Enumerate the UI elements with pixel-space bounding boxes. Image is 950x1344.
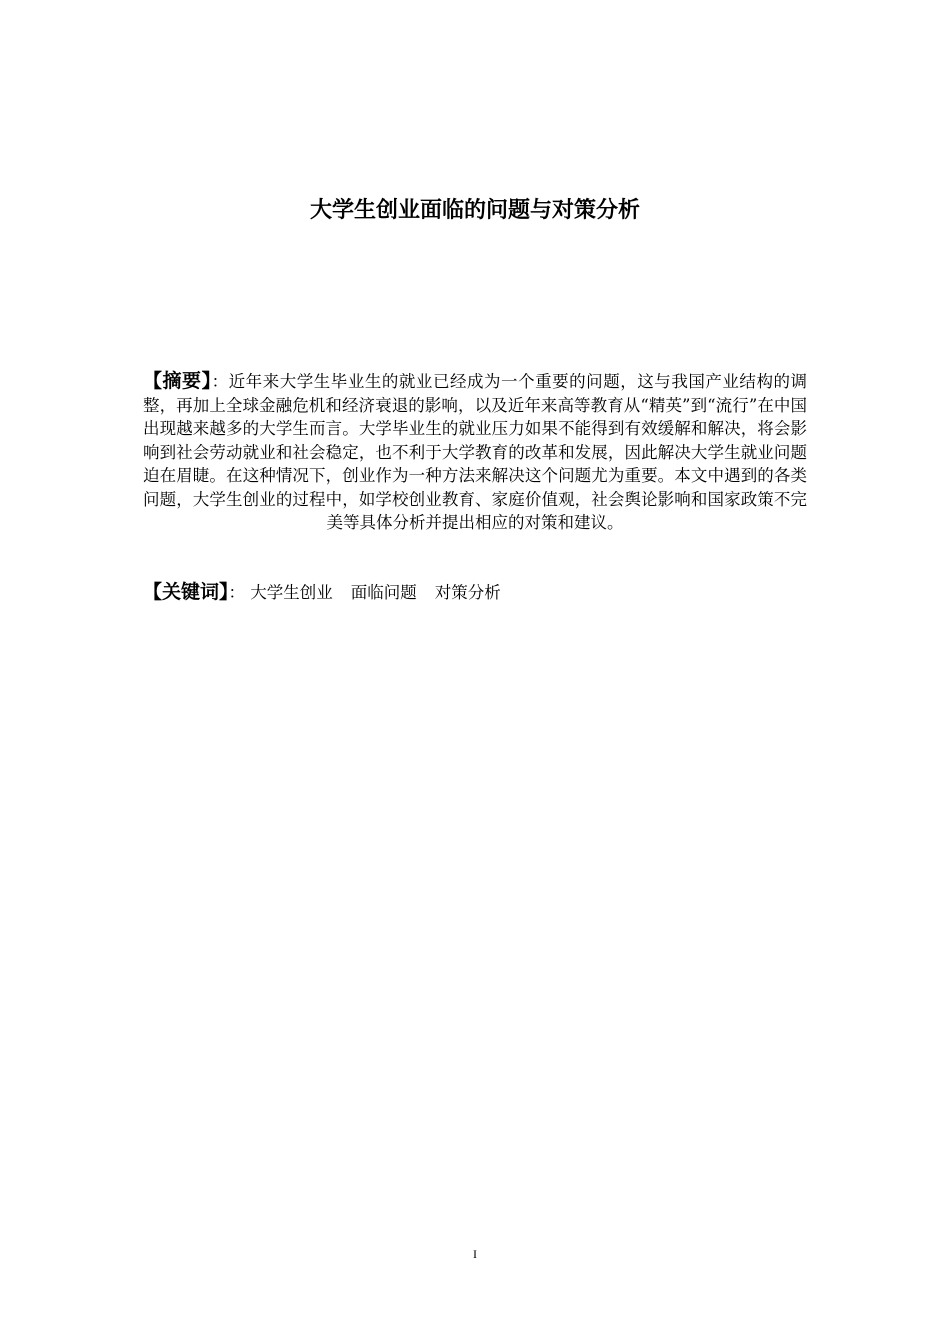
keywords-label: 【关键词】 — [143, 581, 229, 603]
keyword-item: 面临问题 — [350, 583, 417, 602]
keyword-item: 对策分析 — [434, 583, 501, 602]
document-title: 大学生创业面临的问题与对策分析 — [309, 198, 640, 223]
abstract-label: 【摘要】 — [143, 370, 212, 392]
keyword-item: 大学生创业 — [250, 583, 333, 602]
keywords-separator: ： — [228, 583, 246, 602]
abstract-paragraph — [143, 370, 807, 535]
abstract-separator: ： — [211, 372, 229, 391]
page-number: I — [473, 1247, 477, 1261]
abstract-text: 近年来大学生毕业生的就业已经成为一个重要的问题，这与我国产业结构的调整，再加上全球金融危机和经济衰退的影响，以及近年来高等教育从“精英”到“流行”在中国出现越来越多的大学生而言。大学毕业生的就业压力如果不能得到有效缓解和解决，将会影响到社会劳动就业和社会稳定，也不利于大学教育的改革和发展，因此解决大学生就业问题迫在眉睫。在这种情况下，创业作为一种方法来解决这个问题尤为重要。本文中遇到的各类问题，大学生创业的过程中，如学校创业教育、家庭价值观，社会舆论影响和国家政策不完美等具体分析并提出相应的对策和建议。 — [143, 372, 807, 532]
keywords-line — [143, 578, 807, 607]
